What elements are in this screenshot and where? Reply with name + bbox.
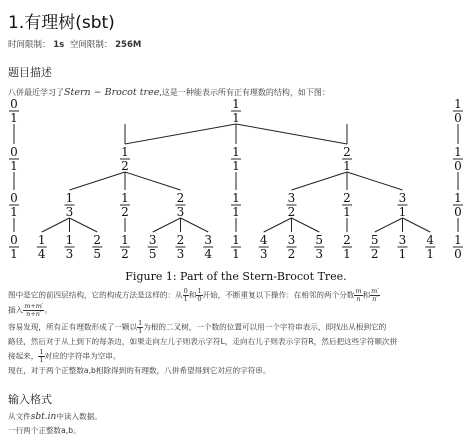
tree-edge [153,218,181,232]
fraction-numerator: 1 [232,233,240,247]
input-filename: sbt.in [30,412,57,422]
text-span: 。 [44,305,53,315]
fraction-denominator: 0 [454,159,462,173]
limits-line [8,38,141,50]
tree-node-fraction [203,233,213,261]
text-span: 从文件 [8,412,31,421]
fraction-numerator: 4 [426,233,435,247]
tree-edge [236,124,347,144]
fraction-numerator: 3 [398,233,407,247]
fraction-numerator: 5 [370,233,379,247]
fraction-denominator: 1 [398,205,407,219]
text-span: 开始，不断重复以下操作：在相邻的两个分数 [202,290,355,300]
fraction-denominator: 4 [204,247,213,261]
tree-node-fraction [120,191,130,219]
fraction-denominator: 3 [65,247,74,261]
tree-node-fraction [231,145,241,173]
tree-edge [347,172,403,190]
tree-edge [70,172,126,190]
tree-node-fraction [148,233,158,261]
paragraph-path: 路径，然后对于从上到下的每条边，如果走向左儿子则表示字符L，走向右儿子则表示字符R，然后把这些字符顺次拼 [8,337,398,346]
tree-node-fraction [9,191,19,219]
tree-edge [125,172,181,190]
tree-edge [292,172,348,190]
tree-node-fraction [9,233,19,261]
text-span: 对应的字符串为空串。 [44,351,121,361]
tree-node-fraction [425,233,435,261]
tree-edge [42,218,70,232]
paragraph-insert [8,303,464,318]
fraction-numerator: 1 [121,191,129,205]
fraction-numerator: 3 [204,233,213,247]
fraction-denominator: 1 [398,247,407,261]
fraction-numerator: 2 [176,233,185,247]
fraction-denominator: 2 [287,247,296,261]
fraction-denominator: 5 [93,247,102,261]
intro-prefix: 八併最近学习了 [8,88,64,97]
tree-edge [403,218,431,232]
text-span: 图中是它的前四层结构，它的构成方法是这样的：从 [8,290,183,300]
paragraph-empty-string [8,349,464,364]
fraction-numerator: 1 [65,191,74,205]
tree-edge [125,124,236,144]
tree-node-fraction [65,233,75,261]
fraction-numerator: 1 [454,233,462,247]
tree-node-fraction [453,191,463,219]
fraction-numerator: 1 [121,145,129,159]
fraction-numerator: 3 [287,233,296,247]
tree-node-fraction [370,233,380,261]
tree-node-fraction [120,145,130,173]
fraction-numerator: 3 [398,191,407,205]
fraction-numerator: 0 [10,97,18,111]
fraction: $\frac{1}{1}$ [39,348,44,364]
fraction-numerator: 1 [232,191,240,205]
time-limit-value: 1s [53,40,65,50]
fraction-numerator: 1 [454,145,462,159]
fraction-denominator: 3 [315,247,324,261]
fraction-numerator: 2 [176,191,185,205]
fraction-numerator: 1 [65,233,74,247]
fraction: $\frac{m'}{n'}$ [371,287,379,303]
fraction-numerator: 2 [343,233,351,247]
fraction-denominator: 2 [121,247,129,261]
fraction: $\frac{1}{0}$ [197,287,202,303]
tree-node-fraction [120,233,130,261]
tree-node-fraction [231,191,241,219]
fraction-denominator: 2 [121,159,129,173]
tree-node-fraction [398,191,408,219]
tree-node-fraction [9,145,19,173]
fraction-denominator: 1 [10,205,18,219]
tree-node-fraction [176,233,186,261]
paragraph-binary-tree [8,320,464,335]
tree-edge [264,218,292,232]
fraction-numerator: 0 [10,191,18,205]
fraction-denominator: 1 [426,247,435,261]
tree-node-fraction [259,233,269,261]
intro-term: Stern − Brocot tree [64,87,160,98]
intro-suffix: ,这是一种能表示所有正有理数的结构，如下图： [159,88,330,97]
tree-node-fraction [37,233,47,261]
tree-edge [70,218,98,232]
input-line-2: 一行两个正整数a,b。 [8,426,81,435]
fraction-numerator: 1 [454,191,462,205]
fraction: $\frac{1}{1}$ [138,319,143,335]
text-span: 和 [362,290,371,300]
fraction-numerator: 3 [287,191,296,205]
fraction-denominator: 2 [370,247,379,261]
tree-node-fraction [398,233,408,261]
tree-node-fraction [65,191,75,219]
fraction-denominator: 0 [454,247,462,261]
tree-node-fraction [231,97,241,125]
fraction-denominator: 0 [454,205,462,219]
fraction-denominator: 1 [232,159,240,173]
fraction-numerator: 2 [343,145,351,159]
tree-node-fraction [453,97,463,125]
fraction-denominator: 1 [10,111,18,125]
fraction-numerator: 1 [37,233,46,247]
tree-node-fraction [287,191,297,219]
fraction-denominator: 1 [343,247,351,261]
fraction-numerator: 1 [121,233,129,247]
fraction-denominator: 3 [176,205,185,219]
tree-node-fraction [342,233,352,261]
text-span: 容易发现，所有正有理数形成了一颗以 [8,322,138,332]
fraction-denominator: 2 [121,205,129,219]
fraction-denominator: 3 [176,247,185,261]
tree-node-fraction [342,145,352,173]
paragraph-construction [8,288,464,303]
section-input-heading: 输入格式 [8,393,52,406]
tree-node-fraction [231,233,241,261]
memory-limit-label: 空间限制： [69,40,113,50]
fraction-numerator: 2 [343,191,351,205]
fraction-denominator: 1 [10,159,18,173]
section-description-heading: 题目描述 [8,66,52,79]
input-line-1 [8,410,464,424]
fraction-numerator: 3 [148,233,157,247]
fraction-numerator: 1 [232,145,240,159]
fraction-numerator: 5 [315,233,324,247]
text-span: 接起来， [8,351,39,361]
text-span: 为根的二叉树，一个数的位置可以用一个字符串表示，即找出从根到它的 [143,322,387,332]
fraction-numerator: 0 [10,145,18,159]
tree-node-fraction [453,233,463,261]
fraction-numerator: 4 [259,233,268,247]
tree-node-fraction [314,233,324,261]
fraction-numerator: 2 [93,233,102,247]
text-span: 中读入数据。 [56,412,102,421]
tree-node-fraction [9,97,19,125]
fraction: $\frac{m+m'}{n+n'}$ [24,302,44,318]
time-limit-label: 时间限制： [8,40,51,50]
fraction-numerator: 1 [232,97,240,111]
fraction-denominator: 5 [148,247,157,261]
fraction: $\frac{0}{1}$ [183,287,188,303]
fraction-denominator: 1 [232,247,240,261]
paragraph-task: 现在，对于两个正整数a,b相除得到的有理数，八併希望得到它对应的字符串。 [8,366,271,375]
tree-node-fraction [287,233,297,261]
tree-node-fraction [342,191,352,219]
fraction-denominator: 3 [259,247,268,261]
fraction-numerator: 1 [454,97,462,111]
problem-title: 1.有理树(sbt) [8,13,115,33]
fraction-denominator: 1 [10,247,18,261]
fraction-denominator: 1 [232,205,240,219]
tree-node-fraction [176,191,186,219]
fraction-denominator: 0 [454,111,462,125]
fraction: $\frac{m}{n}$ [355,287,362,303]
fraction-denominator: 1 [232,111,240,125]
memory-limit-value: 256M [115,40,142,50]
stern-brocot-tree-figure [0,96,472,268]
tree-node-fraction [453,145,463,173]
fraction-denominator: 4 [37,247,46,261]
fraction-denominator: 2 [287,205,296,219]
figure-caption: Figure 1: Part of the Stern-Brocot Tree. [125,270,347,283]
tree-edge [181,218,209,232]
text-span: 和 [188,290,197,300]
fraction-denominator: 3 [65,205,74,219]
fraction-denominator: 1 [343,159,351,173]
fraction-numerator: 0 [10,233,18,247]
tree-edge [292,218,320,232]
tree-node-fraction [92,233,102,261]
text-span: 插入 [8,305,24,315]
fraction-denominator: 1 [343,205,351,219]
tree-edge [375,218,403,232]
